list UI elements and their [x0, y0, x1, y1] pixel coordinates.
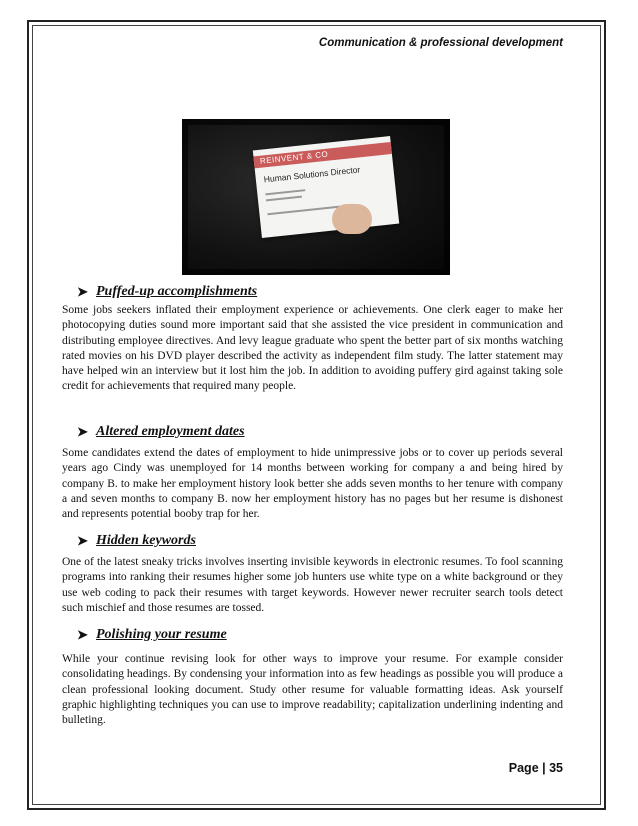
section-heading-polishing: [77, 627, 227, 643]
heading-text: Polishing your resume: [96, 627, 227, 642]
heading-text: Hidden keywords: [96, 533, 196, 548]
section-body-polishing: While your continue revising look for other ways to improve your resume. For example consider consolidating headings. By condensing your information into as few headings as possible you will produce a clean professional looking document. Study other resume for valuable formatting ideas. Ask yourself graphic highlighting techniques you can use to improve readability; capitalization underlining indenting and bulleting.: [62, 653, 563, 727]
arrow-bullet-icon: ➤: [77, 424, 88, 439]
section-body-puffed-up: Some jobs seekers inflated their employment experience or achievements. One clerk eager to make her photocopying duties sound more important said that she assisted the vice president in communication and distributing employee directives. And levy league graduate who spent the better part of six months watching rated movies on his DVD player described the activity as independent film study. The latter statement may have helped win an interview but it lost him the job. In addition to avoiding puffery gird against taking sole credit for achievements that required many people.: [62, 304, 563, 393]
arrow-bullet-icon: ➤: [77, 284, 88, 299]
section-heading-altered-dates: [77, 424, 245, 440]
heading-text: Puffed-up accomplishments: [96, 284, 258, 299]
photo-vignette: [182, 119, 450, 275]
section-heading-hidden-keywords: [77, 533, 196, 549]
heading-text: Altered employment dates: [96, 424, 245, 439]
card-company: REINVENT & CO: [259, 149, 329, 166]
card-title: Human Solutions Director: [263, 164, 361, 185]
arrow-bullet-icon: ➤: [77, 627, 88, 642]
section-body-altered-dates: Some candidates extend the dates of employment to hide unimpressive jobs or to cover up periods several years ago Cindy was unemployed for 14 months between working for company a and being hired by company B. to make her employment history look better she adds seven months to her tenure with company a and seven months to company B. now her employment history has no pages but her resume is dishonest and represents potential booby trap for her.: [62, 447, 563, 521]
page-number: Page | 35: [508, 761, 563, 775]
business-card-photo: [182, 119, 450, 275]
running-header: Communication & professional development: [318, 37, 563, 49]
section-body-hidden-keywords: One of the latest sneaky tricks involves inserting invisible keywords in electronic resumes. To fool scanning programs into ranking their resumes higher some job hunters use white type on a white background or they use web coding to pack their resumes with target keywords. However newer recruiter search tools detect such mischief and those resumes are tossed.: [62, 556, 563, 614]
section-heading-puffed-up: [77, 284, 258, 300]
arrow-bullet-icon: ➤: [77, 533, 88, 548]
